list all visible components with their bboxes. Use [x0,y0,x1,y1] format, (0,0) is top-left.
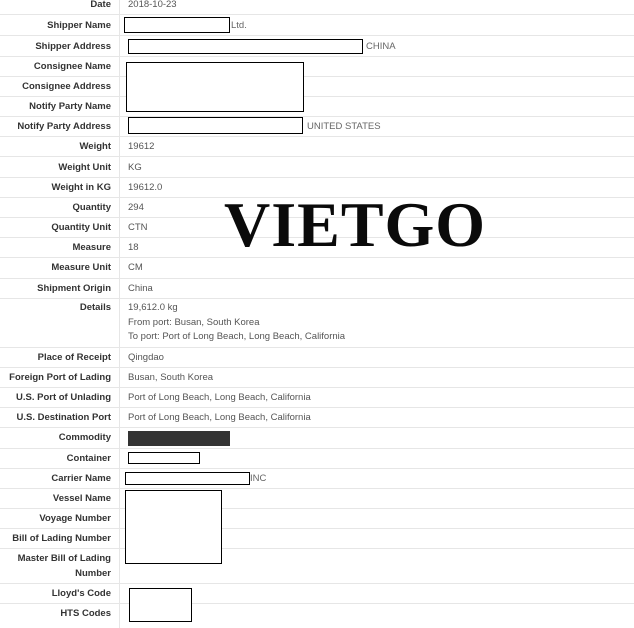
redacted-block [125,472,250,485]
foreign-port-of-lading-value: Busan, South Korea [128,372,214,383]
redacted-block [128,39,363,54]
quantity-label: Quantity [72,202,111,213]
redacted-block [128,431,230,446]
row-hts-codes [0,604,634,628]
row-lloyds-code [0,584,634,604]
date-value: 2018-10-23 [128,0,177,10]
shipper-name-suffix: Ltd. [231,20,247,31]
notify-party-name-label: Notify Party Name [29,101,111,112]
column-divider [119,428,120,448]
row-shipper-address [0,36,634,57]
row-shipper-name [0,15,634,36]
redacted-block [128,452,200,464]
foreign-port-of-lading-label: Foreign Port of Lading [9,372,111,383]
quantity-unit-value: CTN [128,222,148,233]
row-weight [0,137,634,157]
commodity-label: Commodity [58,432,111,443]
bill-of-lading-number-label: Bill of Lading Number [12,533,111,544]
shipper-address-label: Shipper Address [35,41,111,52]
column-divider [119,117,120,136]
row-notify-party-address [0,117,634,137]
us-port-of-unlading-label: U.S. Port of Unlading [16,392,111,403]
row-bill-of-lading-number [0,529,634,549]
weight-unit-value: KG [128,162,142,173]
row-us-port-of-unlading [0,388,634,408]
column-divider [119,238,120,257]
column-divider [119,348,120,367]
row-details [0,299,634,348]
column-divider [119,509,120,528]
consignee-name-label: Consignee Name [33,61,111,72]
column-divider [119,368,120,387]
column-divider [119,57,120,76]
master-bill-label-line2: Number [75,568,111,579]
row-container [0,449,634,469]
us-destination-port-label: U.S. Destination Port [16,412,111,423]
row-notify-party-name [0,97,634,117]
column-divider [119,549,120,583]
row-commodity [0,428,634,449]
column-divider [119,15,120,35]
details-value [128,301,345,345]
carrier-name-label: Carrier Name [51,473,111,484]
column-divider [119,408,120,427]
redacted-block [126,62,304,112]
details-label: Details [79,302,111,313]
row-consignee-name [0,57,634,77]
lloyds-code-label: Lloyd's Code [51,588,111,599]
column-divider [119,97,120,116]
measure-value: 18 [128,242,139,253]
weight-label: Weight [79,141,111,152]
row-carrier-name [0,469,634,489]
row-us-destination-port [0,408,634,428]
column-divider [119,218,120,237]
watermark-logo: VIETGO [224,189,487,260]
row-foreign-port-of-lading [0,368,634,388]
column-divider [119,157,120,177]
column-divider [119,449,120,468]
column-divider [119,299,120,347]
row-weight-unit [0,157,634,178]
row-shipment-origin [0,279,634,299]
column-divider [119,584,120,603]
shipment-origin-value: China [128,283,153,294]
redacted-block [129,588,192,622]
row-master-bill-of-lading-number [0,549,634,584]
measure-label: Measure [72,242,111,253]
row-measure-unit [0,258,634,279]
shipper-name-label: Shipper Name [47,20,111,31]
column-divider [119,258,120,278]
column-divider [119,178,120,197]
column-divider [119,489,120,508]
column-divider [119,529,120,548]
redacted-block [128,117,303,134]
column-divider [119,137,120,156]
column-divider [119,469,120,488]
shipment-origin-label: Shipment Origin [37,283,111,294]
redacted-block [124,17,230,33]
hts-codes-label: HTS Codes [60,608,111,619]
weight-in-kg-value: 19612.0 [128,182,163,193]
date-label: Date [90,0,111,10]
container-label: Container [66,453,111,464]
column-divider [119,198,120,217]
weight-value: 19612 [128,141,155,152]
weight-unit-label: Weight Unit [58,162,111,173]
row-vessel-name [0,489,634,509]
row-date [0,0,634,15]
row-voyage-number [0,509,634,529]
row-consignee-address [0,77,634,97]
master-bill-of-lading-number-label [0,551,111,581]
row-place-of-receipt [0,348,634,368]
redacted-block [125,490,222,564]
measure-unit-label: Measure Unit [51,262,111,273]
voyage-number-label: Voyage Number [39,513,111,524]
weight-in-kg-label: Weight in KG [51,182,111,193]
details-weight-line: 19,612.0 kg [128,302,178,313]
column-divider [119,279,120,298]
quantity-value: 294 [128,202,144,213]
master-bill-label-line1: Master Bill of Lading [17,553,111,564]
us-port-of-unlading-value: Port of Long Beach, Long Beach, California [128,392,311,403]
us-destination-port-value: Port of Long Beach, Long Beach, California [128,412,311,423]
column-divider [119,0,120,14]
notify-party-address-suffix: UNITED STATES [307,121,381,132]
notify-party-address-label: Notify Party Address [17,121,111,132]
place-of-receipt-label: Place of Receipt [37,352,111,363]
column-divider [119,77,120,96]
place-of-receipt-value: Qingdao [128,352,164,363]
consignee-address-label: Consignee Address [22,81,111,92]
details-from-port-line: From port: Busan, South Korea [128,316,260,328]
shipper-address-suffix: CHINA [366,41,396,52]
details-to-port-line: To port: Port of Long Beach, Long Beach, California [128,331,346,342]
quantity-unit-label: Quantity Unit [51,222,111,233]
carrier-name-suffix: INC [250,473,267,484]
column-divider [119,388,120,407]
column-divider [119,36,120,56]
measure-unit-value: CM [128,262,143,273]
column-divider [119,604,120,628]
vessel-name-label: Vessel Name [52,493,111,504]
